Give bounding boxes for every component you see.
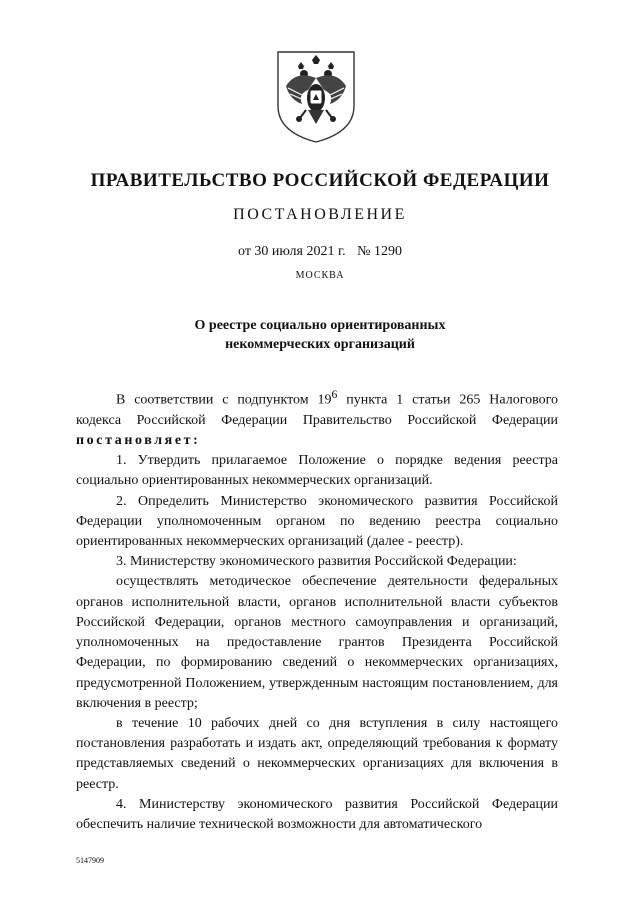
paragraph-4: 4. Министерству экономического развития Российской Федерации обеспечить наличие технической возможности для автоматического xyxy=(76,796,558,832)
paragraph-3a: осуществлять методическое обеспечение деятельности федеральных органов исполнительной власти, органов исполнительной власти субъектов Российской Федерации, органов местного самоуправления и организаций, уполномоченных на предоставление грантов Президента Российской Федерации, по формированию сведений о некоммерческих организациях, предусмотренной Положением, утвержденным настоящим постановлением, для включения в реестр; xyxy=(76,574,558,711)
paragraph-2: 2. Определить Министерство экономического развития Российской Федерации уполномоченным органом по ведению реестра социально ориентированных некоммерческих организаций (далее - реестр). xyxy=(76,493,558,550)
subject-line-2: некоммерческих организаций xyxy=(225,337,415,352)
intro-superscript: 6 xyxy=(331,388,338,401)
document-body xyxy=(76,385,558,835)
intro-paragraph xyxy=(76,385,558,451)
document-type: ПОСТАНОВЛЕНИЕ xyxy=(233,206,407,223)
footer-code: 5147909 xyxy=(76,856,104,865)
document-number: № 1290 xyxy=(357,244,402,259)
paragraph-3: 3. Министерству экономического развития Российской Федерации: xyxy=(116,554,517,570)
intro-text-b: пункта 1 статьи 265 Налогового кодекса Российской Федерации Правительство Российской Федерации xyxy=(76,392,558,428)
coat-of-arms-icon xyxy=(274,48,358,144)
government-title: ПРАВИТЕЛЬСТВО РОССИЙСКОЙ ФЕДЕРАЦИИ xyxy=(90,170,550,191)
paragraph-3b: в течение 10 рабочих дней со дня вступления в силу настоящего постановления разработать и издать акт, определяющий требования к формату представляемых сведений о некоммерческих организациях для включения в реестр. xyxy=(76,715,558,792)
document-subject xyxy=(0,316,640,354)
date-number-line xyxy=(0,244,640,260)
subject-line-1: О реестре социально ориентированных xyxy=(194,318,446,333)
document-date: от 30 июля 2021 г. xyxy=(238,244,346,259)
city-label: МОСКВА xyxy=(295,270,345,281)
decree-word: постановляет: xyxy=(76,433,201,449)
paragraph-1: 1. Утвердить прилагаемое Положение о порядке ведения реестра социально ориентированных некоммерческих организаций. xyxy=(76,453,558,489)
intro-text-a: В соответствии с подпунктом 19 xyxy=(116,392,332,408)
